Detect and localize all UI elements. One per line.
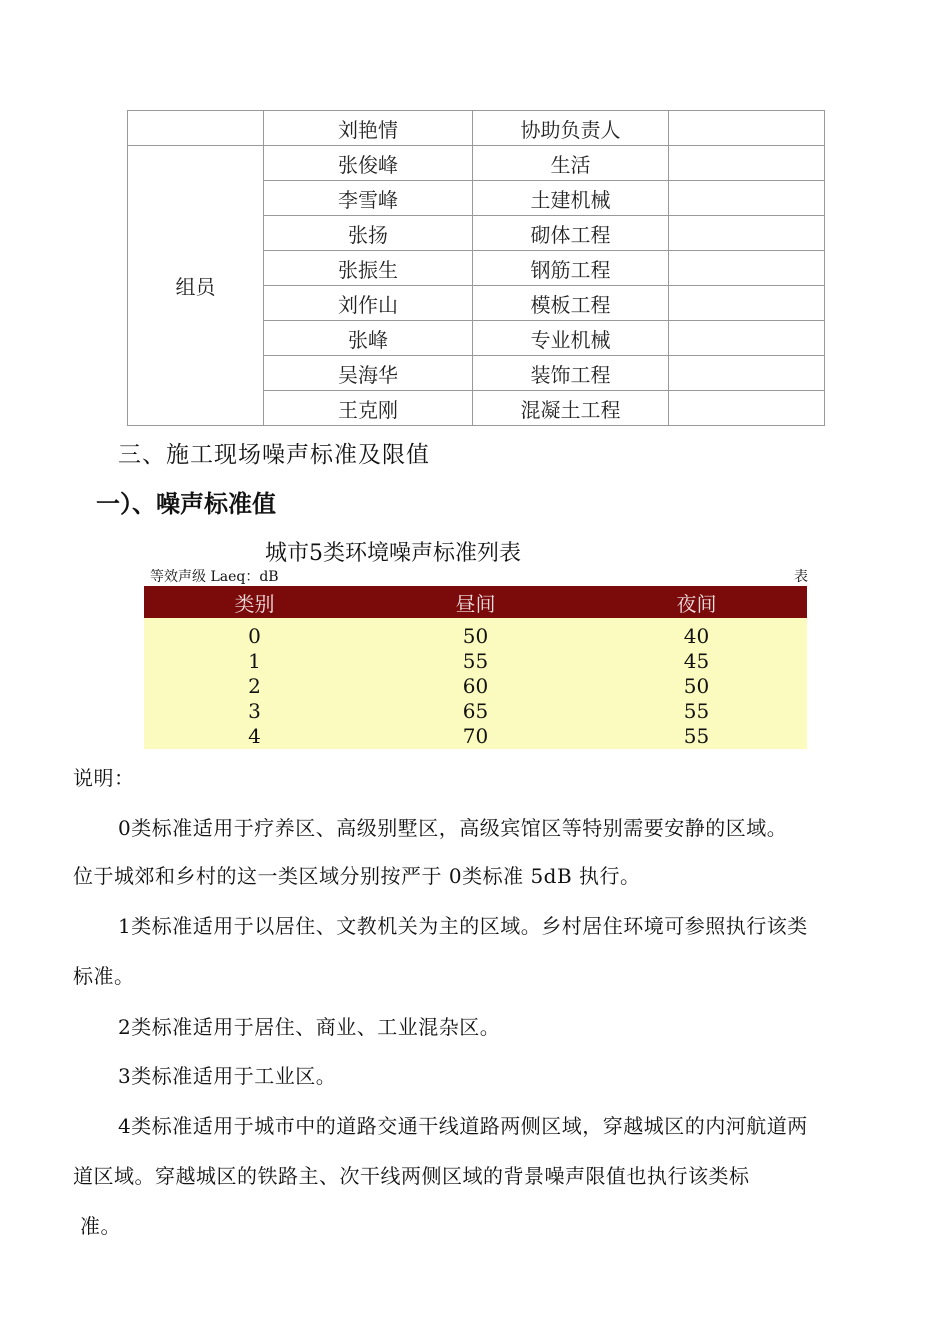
note-class0-line1: 0类标准适用于疗养区、高级别墅区，高级宾馆区等特别需要安静的区域。 — [118, 816, 788, 840]
duty-cell: 土建机械 — [473, 181, 669, 216]
category-cell: 4 — [144, 724, 365, 749]
note-class4-line2: 道区域。穿越城区的铁路主、次干线两侧区域的背景噪声限值也执行该类标 — [73, 1164, 750, 1188]
name-cell: 王克刚 — [264, 391, 473, 426]
nighttime-cell: 55 — [586, 724, 807, 749]
note-class2: 2类标准适用于居住、商业、工业混杂区。 — [118, 1015, 501, 1039]
table-row — [128, 146, 825, 181]
daytime-cell: 55 — [365, 649, 586, 674]
nighttime-cell: 45 — [586, 649, 807, 674]
duty-cell: 模板工程 — [473, 286, 669, 321]
duty-cell: 协助负责人 — [473, 111, 669, 146]
role-cell-members: 组员 — [128, 146, 264, 426]
subsection-heading: 一）、噪声标准值 — [96, 490, 276, 518]
section-heading: 三、施工现场噪声标准及限值 — [118, 442, 430, 468]
name-cell: 李雪峰 — [264, 181, 473, 216]
name-cell: 刘作山 — [264, 286, 473, 321]
duty-cell: 钢筋工程 — [473, 251, 669, 286]
note-class4-line1: 4类标准适用于城市中的道路交通干线道路两侧区域，穿越城区的内河航道两 — [118, 1114, 808, 1138]
table-row — [144, 699, 807, 724]
table-row — [144, 724, 807, 749]
note-cell — [669, 321, 825, 356]
name-cell: 张俊峰 — [264, 146, 473, 181]
name-cell: 张振生 — [264, 251, 473, 286]
daytime-cell: 70 — [365, 724, 586, 749]
table-label: 表 — [794, 569, 808, 585]
table-row — [144, 674, 807, 699]
nighttime-cell: 55 — [586, 699, 807, 724]
note-cell — [669, 251, 825, 286]
staff-table — [127, 110, 825, 426]
role-cell — [128, 111, 264, 146]
table-row — [128, 111, 825, 146]
header-category: 类别 — [144, 586, 365, 618]
duty-cell: 砌体工程 — [473, 216, 669, 251]
daytime-cell: 60 — [365, 674, 586, 699]
note-class4-line3: 准。 — [80, 1214, 121, 1238]
duty-cell: 装饰工程 — [473, 356, 669, 391]
duty-cell: 专业机械 — [473, 321, 669, 356]
noise-standard-table — [144, 586, 807, 749]
category-cell: 0 — [144, 618, 365, 649]
notes-label: 说明： — [73, 766, 135, 790]
name-cell: 张峰 — [264, 321, 473, 356]
note-class0-line2: 位于城郊和乡村的这一类区域分别按严于 0类标准 5dB 执行。 — [73, 864, 641, 888]
note-cell — [669, 391, 825, 426]
note-cell — [669, 286, 825, 321]
note-cell — [669, 111, 825, 146]
nighttime-cell: 40 — [586, 618, 807, 649]
table-header-row — [144, 586, 807, 618]
header-nighttime: 夜间 — [586, 586, 807, 618]
category-cell: 1 — [144, 649, 365, 674]
note-class3: 3类标准适用于工业区。 — [118, 1064, 337, 1088]
note-cell — [669, 181, 825, 216]
header-daytime: 昼间 — [365, 586, 586, 618]
category-cell: 2 — [144, 674, 365, 699]
name-cell: 吴海华 — [264, 356, 473, 391]
noise-standard-table-container — [144, 586, 807, 749]
note-class1-line1: 1类标准适用于以居住、文教机关为主的区域。乡村居住环境可参照执行该类 — [118, 914, 808, 938]
note-cell — [669, 356, 825, 391]
name-cell: 刘艳情 — [264, 111, 473, 146]
daytime-cell: 65 — [365, 699, 586, 724]
name-cell: 张扬 — [264, 216, 473, 251]
duty-cell: 生活 — [473, 146, 669, 181]
noise-table-title: 城市5类环境噪声标准列表 — [265, 541, 521, 566]
daytime-cell: 50 — [365, 618, 586, 649]
table-row — [144, 649, 807, 674]
nighttime-cell: 50 — [586, 674, 807, 699]
note-cell — [669, 146, 825, 181]
table-row — [144, 618, 807, 649]
duty-cell: 混凝土工程 — [473, 391, 669, 426]
note-cell — [669, 216, 825, 251]
noise-unit-label: 等效声级 Laeq：dB — [150, 569, 279, 585]
note-class1-line2: 标准。 — [73, 964, 135, 988]
category-cell: 3 — [144, 699, 365, 724]
